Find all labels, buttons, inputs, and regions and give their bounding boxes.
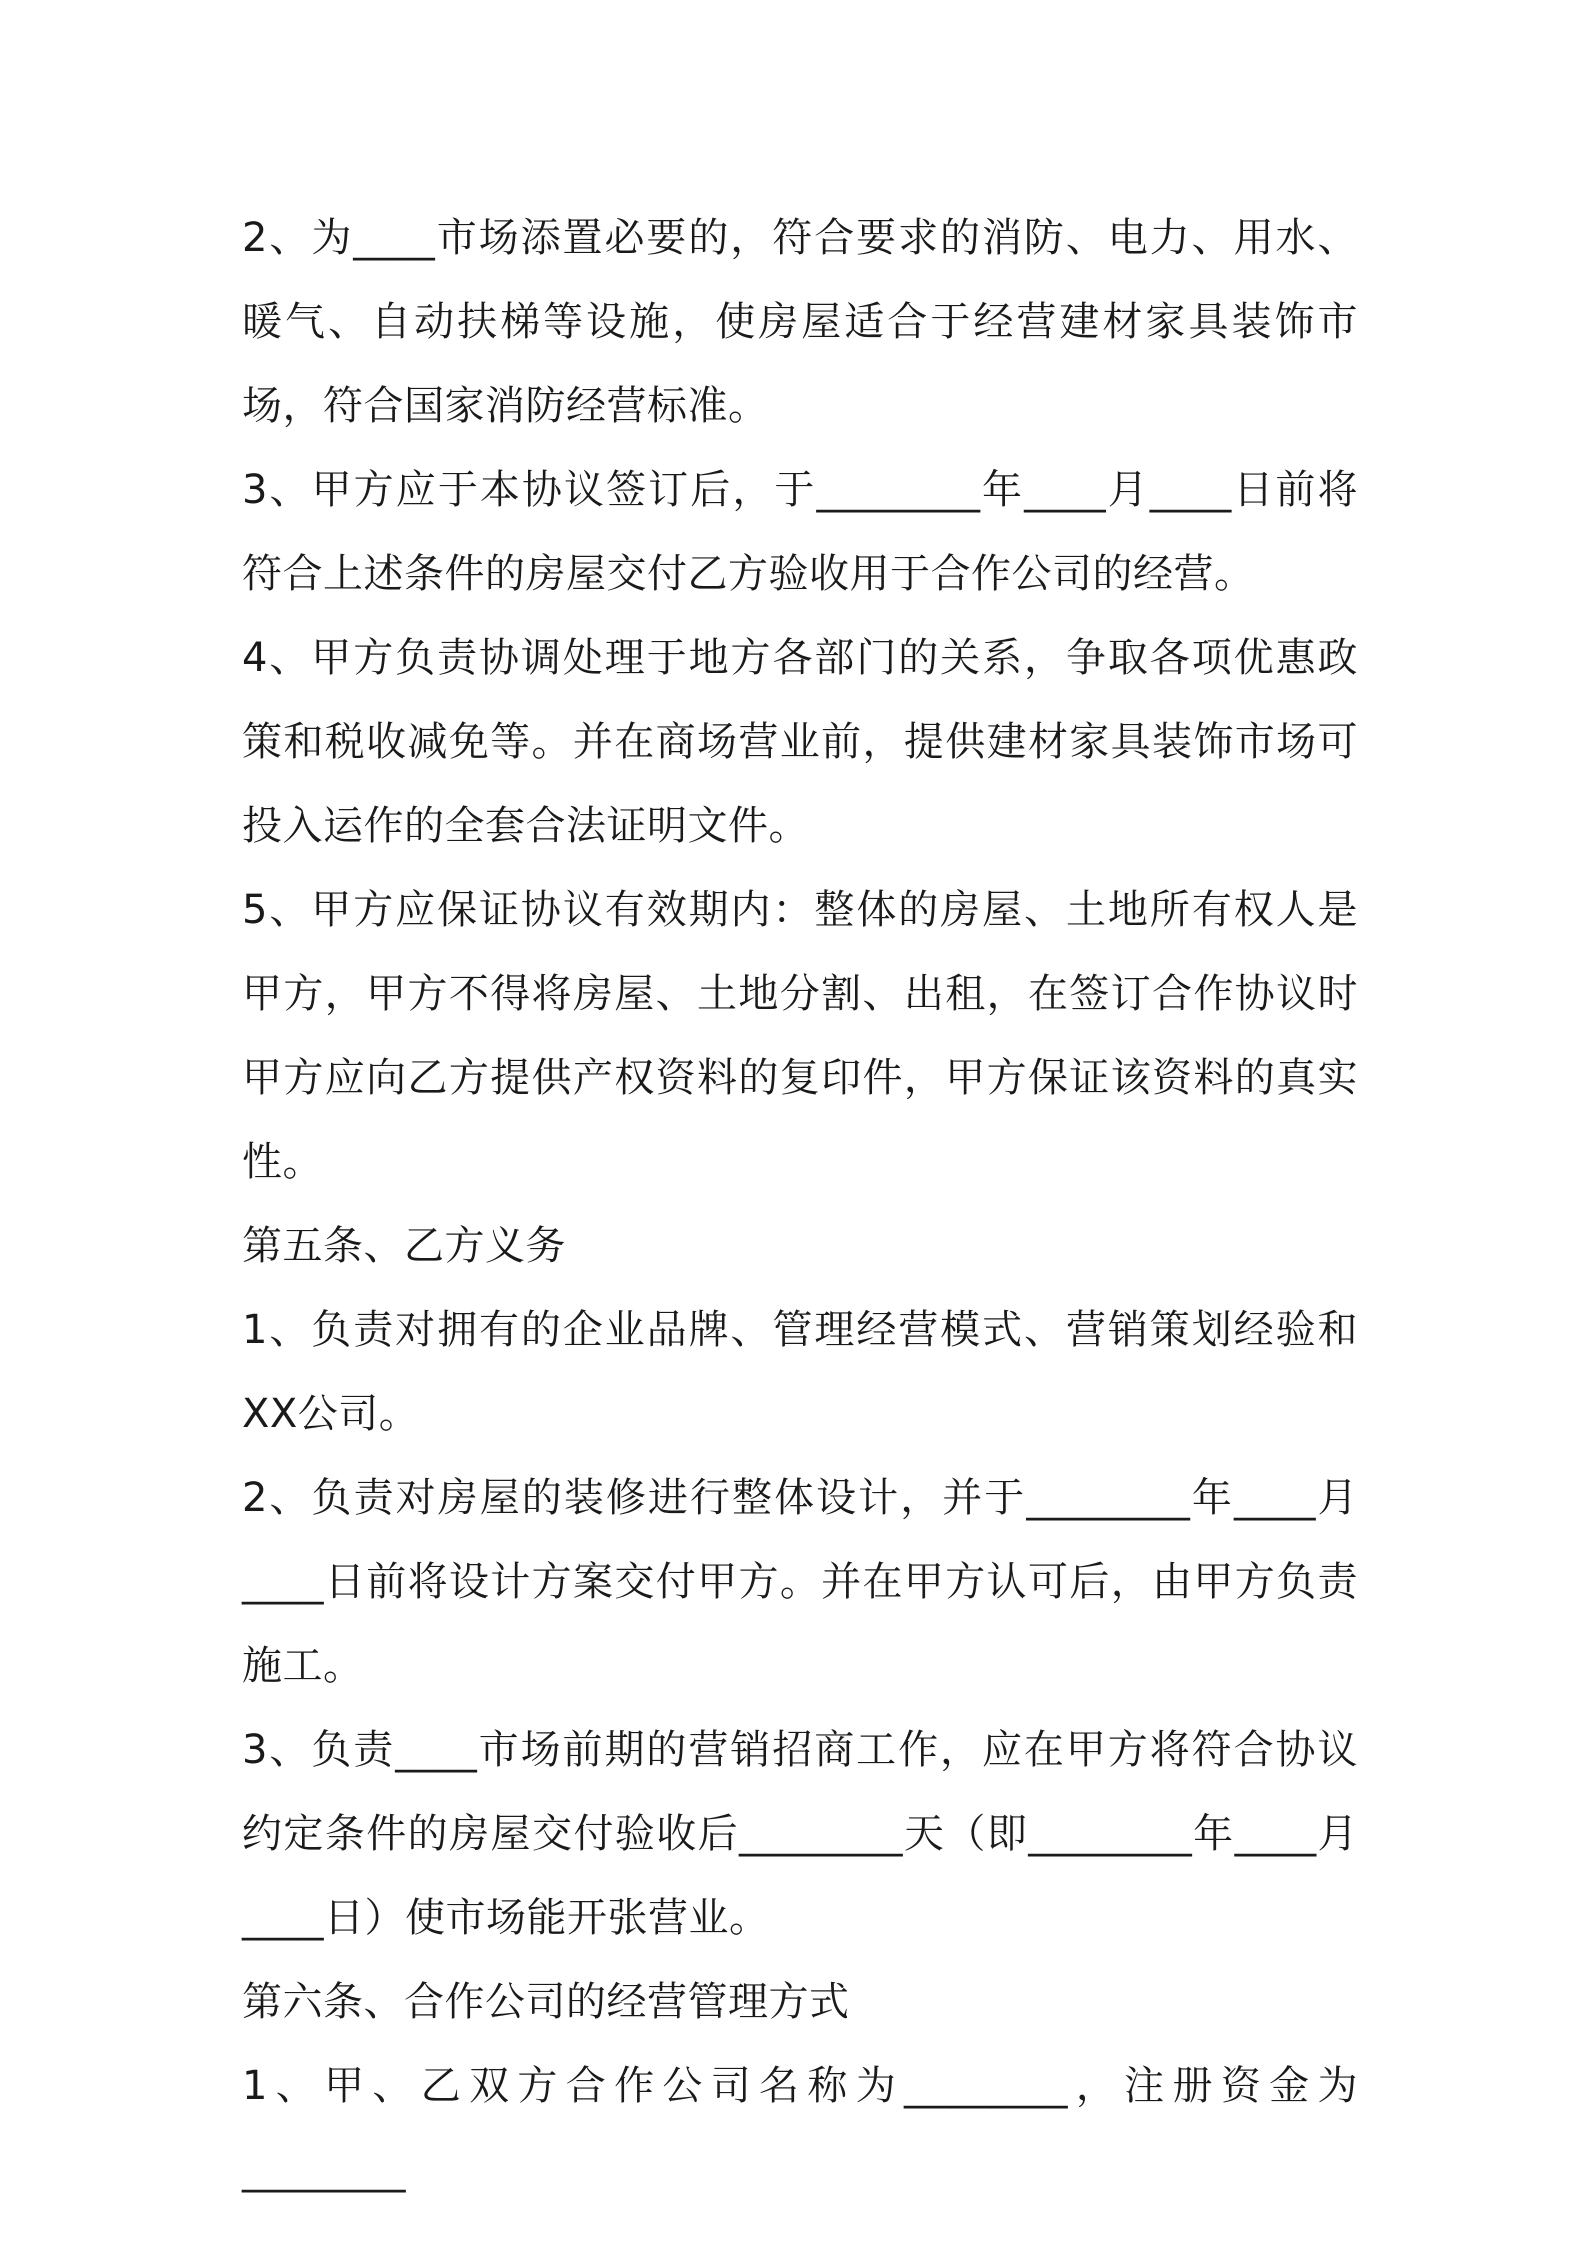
- clause-paragraph: 3、甲方应于本协议签订后，于________年____月____日前将符合上述条件的房屋交付乙方验收用于合作公司的经营。: [242, 467, 1358, 597]
- clause-paragraph: 2、为____市场添置必要的，符合要求的消防、电力、用水、暖气、自动扶梯等设施，使房屋适合于经营建材家具装饰市场，符合国家消防经营标准。: [242, 215, 1358, 429]
- clause-paragraph: 4、甲方负责协调处理于地方各部门的关系，争取各项优惠政策和税收减免等。并在商场营业前，提供建材家具装饰市场可投入运作的全套合法证明文件。: [242, 635, 1358, 849]
- section-heading: 第六条、合作公司的经营管理方式: [242, 1979, 850, 2025]
- clause-paragraph: 3、负责____市场前期的营销招商工作，应在甲方将符合协议约定条件的房屋交付验收后________天（即________年____月____日）使市场能开张营业。: [242, 1727, 1358, 1941]
- section-heading: 第五条、乙方义务: [242, 1223, 566, 1269]
- clause-paragraph: 2、负责对房屋的装修进行整体设计，并于________年____月____日前将设计方案交付甲方。并在甲方认可后，由甲方负责施工。: [242, 1475, 1358, 1689]
- document-body: [242, 196, 1358, 2212]
- clause-paragraph: 5、甲方应保证协议有效期内：整体的房屋、土地所有权人是甲方，甲方不得将房屋、土地分割、出租，在签订合作协议时甲方应向乙方提供产权资料的复印件，甲方保证该资料的真实性。: [242, 887, 1358, 1185]
- clause-paragraph: 1、甲、乙双方合作公司名称为________，注册资金为________: [242, 2063, 1358, 2193]
- clause-paragraph: 1、负责对拥有的企业品牌、管理经营模式、营销策划经验和XX公司。: [242, 1307, 1358, 1437]
